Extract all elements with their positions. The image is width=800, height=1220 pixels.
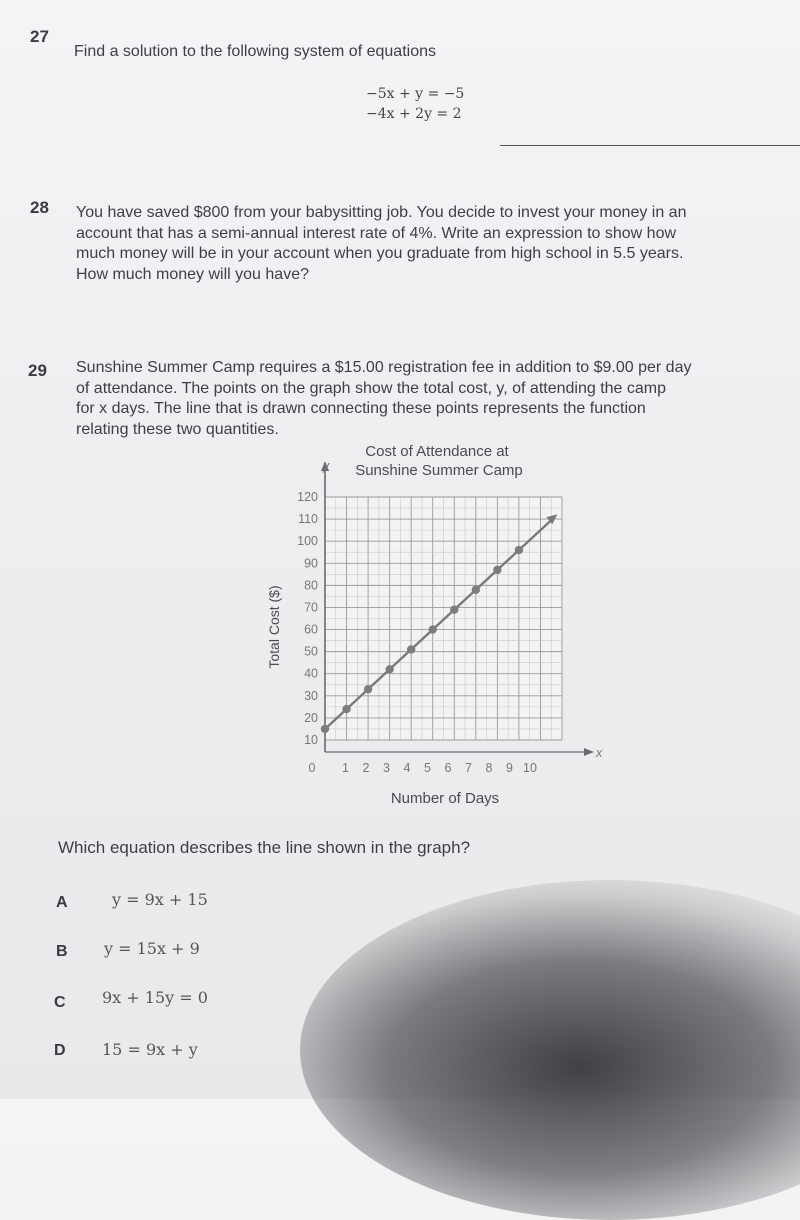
data-point (429, 625, 437, 633)
x-tick-label: 10 (523, 761, 537, 775)
x-tick-label: 5 (424, 761, 431, 775)
y-tick-label: 40 (304, 666, 318, 681)
choice-c-text[interactable]: 9x + 15y = 0 (102, 988, 208, 1007)
x-tick-label: 8 (485, 761, 493, 775)
choice-d-letter[interactable]: D (54, 1042, 66, 1059)
choice-b-text[interactable]: y = 15x + 9 (104, 939, 200, 958)
shadow-overlay (300, 880, 800, 1220)
choice-b-letter[interactable]: B (56, 943, 68, 960)
equation-1: −5x + y = −5 (366, 86, 465, 102)
data-point (407, 645, 415, 653)
y-tick-label: 50 (304, 644, 318, 659)
x-tick-label: 4 (403, 761, 411, 775)
y-tick-label: 20 (304, 710, 318, 725)
x-axis-title: Number of Days (390, 790, 500, 807)
x-tick-label: 2 (362, 761, 370, 775)
y-tick-label: 100 (297, 534, 318, 549)
data-point (493, 566, 501, 574)
data-point (515, 546, 523, 554)
equation-2: −4x + 2y = 2 (366, 106, 462, 122)
choice-d-text[interactable]: 15 = 9x + y (102, 1040, 198, 1059)
y-tick-label: 60 (304, 622, 318, 637)
y-tick-label: 10 (304, 733, 318, 747)
data-point (364, 685, 372, 693)
y-axis-letter: y (322, 459, 330, 473)
y-tick-label: 90 (304, 556, 318, 571)
y-tick-label: 80 (304, 578, 318, 593)
x-tick-label: 9 (506, 761, 513, 775)
question-29-number: 29 (28, 361, 47, 380)
x-tick-label: 6 (444, 761, 452, 775)
y-tick-label: 120 (297, 490, 318, 504)
question-29-line: Sunshine Summer Camp requires a $15.00 registration fee in addition to $9.00 per day (76, 359, 692, 376)
x-axis-letter: x (596, 746, 603, 760)
x-tick-label: 3 (383, 761, 390, 775)
chart-title-line-1: Cost of Attendance at (365, 443, 509, 460)
question-28-line: You have saved $800 from your babysitting job. You decide to invest your money in an (76, 204, 687, 221)
question-27-prompt: Find a solution to the following system of equations (74, 43, 436, 60)
question-28-line: much money will be in your account when you graduate from high school in 5.5 years. (76, 245, 684, 262)
y-tick-label: 30 (304, 688, 318, 703)
data-point (472, 586, 480, 594)
question-28-number: 28 (30, 198, 49, 217)
x-axis-arrow (584, 748, 594, 756)
chart-title-line-2: Sunshine Summer Camp (355, 462, 523, 479)
choice-a-letter[interactable]: A (56, 894, 68, 911)
data-point (385, 665, 393, 673)
y-tick-label: 70 (304, 600, 318, 615)
question-29-line: relating these two quantities. (76, 420, 279, 438)
data-point (321, 725, 329, 733)
y-axis-title: Total Cost ($) (266, 585, 282, 669)
question-29-line: of attendance. The points on the graph show the total cost, y, of attending the camp (76, 379, 667, 397)
x-tick-label: 7 (465, 761, 472, 775)
choice-a-text[interactable]: y = 9x + 15 (112, 890, 208, 909)
x-tick-label-0: 0 (308, 761, 316, 775)
x-tick-label: 1 (342, 761, 349, 775)
data-point (342, 705, 350, 713)
y-tick-label: 110 (298, 512, 318, 527)
question-28-line: How much money will you have? (76, 265, 309, 283)
multiple-choice-question: Which equation describes the line shown in the graph? (58, 838, 471, 857)
question-29-line: for x days. The line that is drawn connecting these points represents the function (76, 400, 646, 417)
question-27-number: 27 (30, 27, 49, 46)
choice-c-letter[interactable]: C (54, 994, 66, 1011)
data-point (450, 605, 458, 613)
question-28-line: account that has a semi-annual interest rate of 4%. Write an expression to show how (76, 224, 677, 242)
